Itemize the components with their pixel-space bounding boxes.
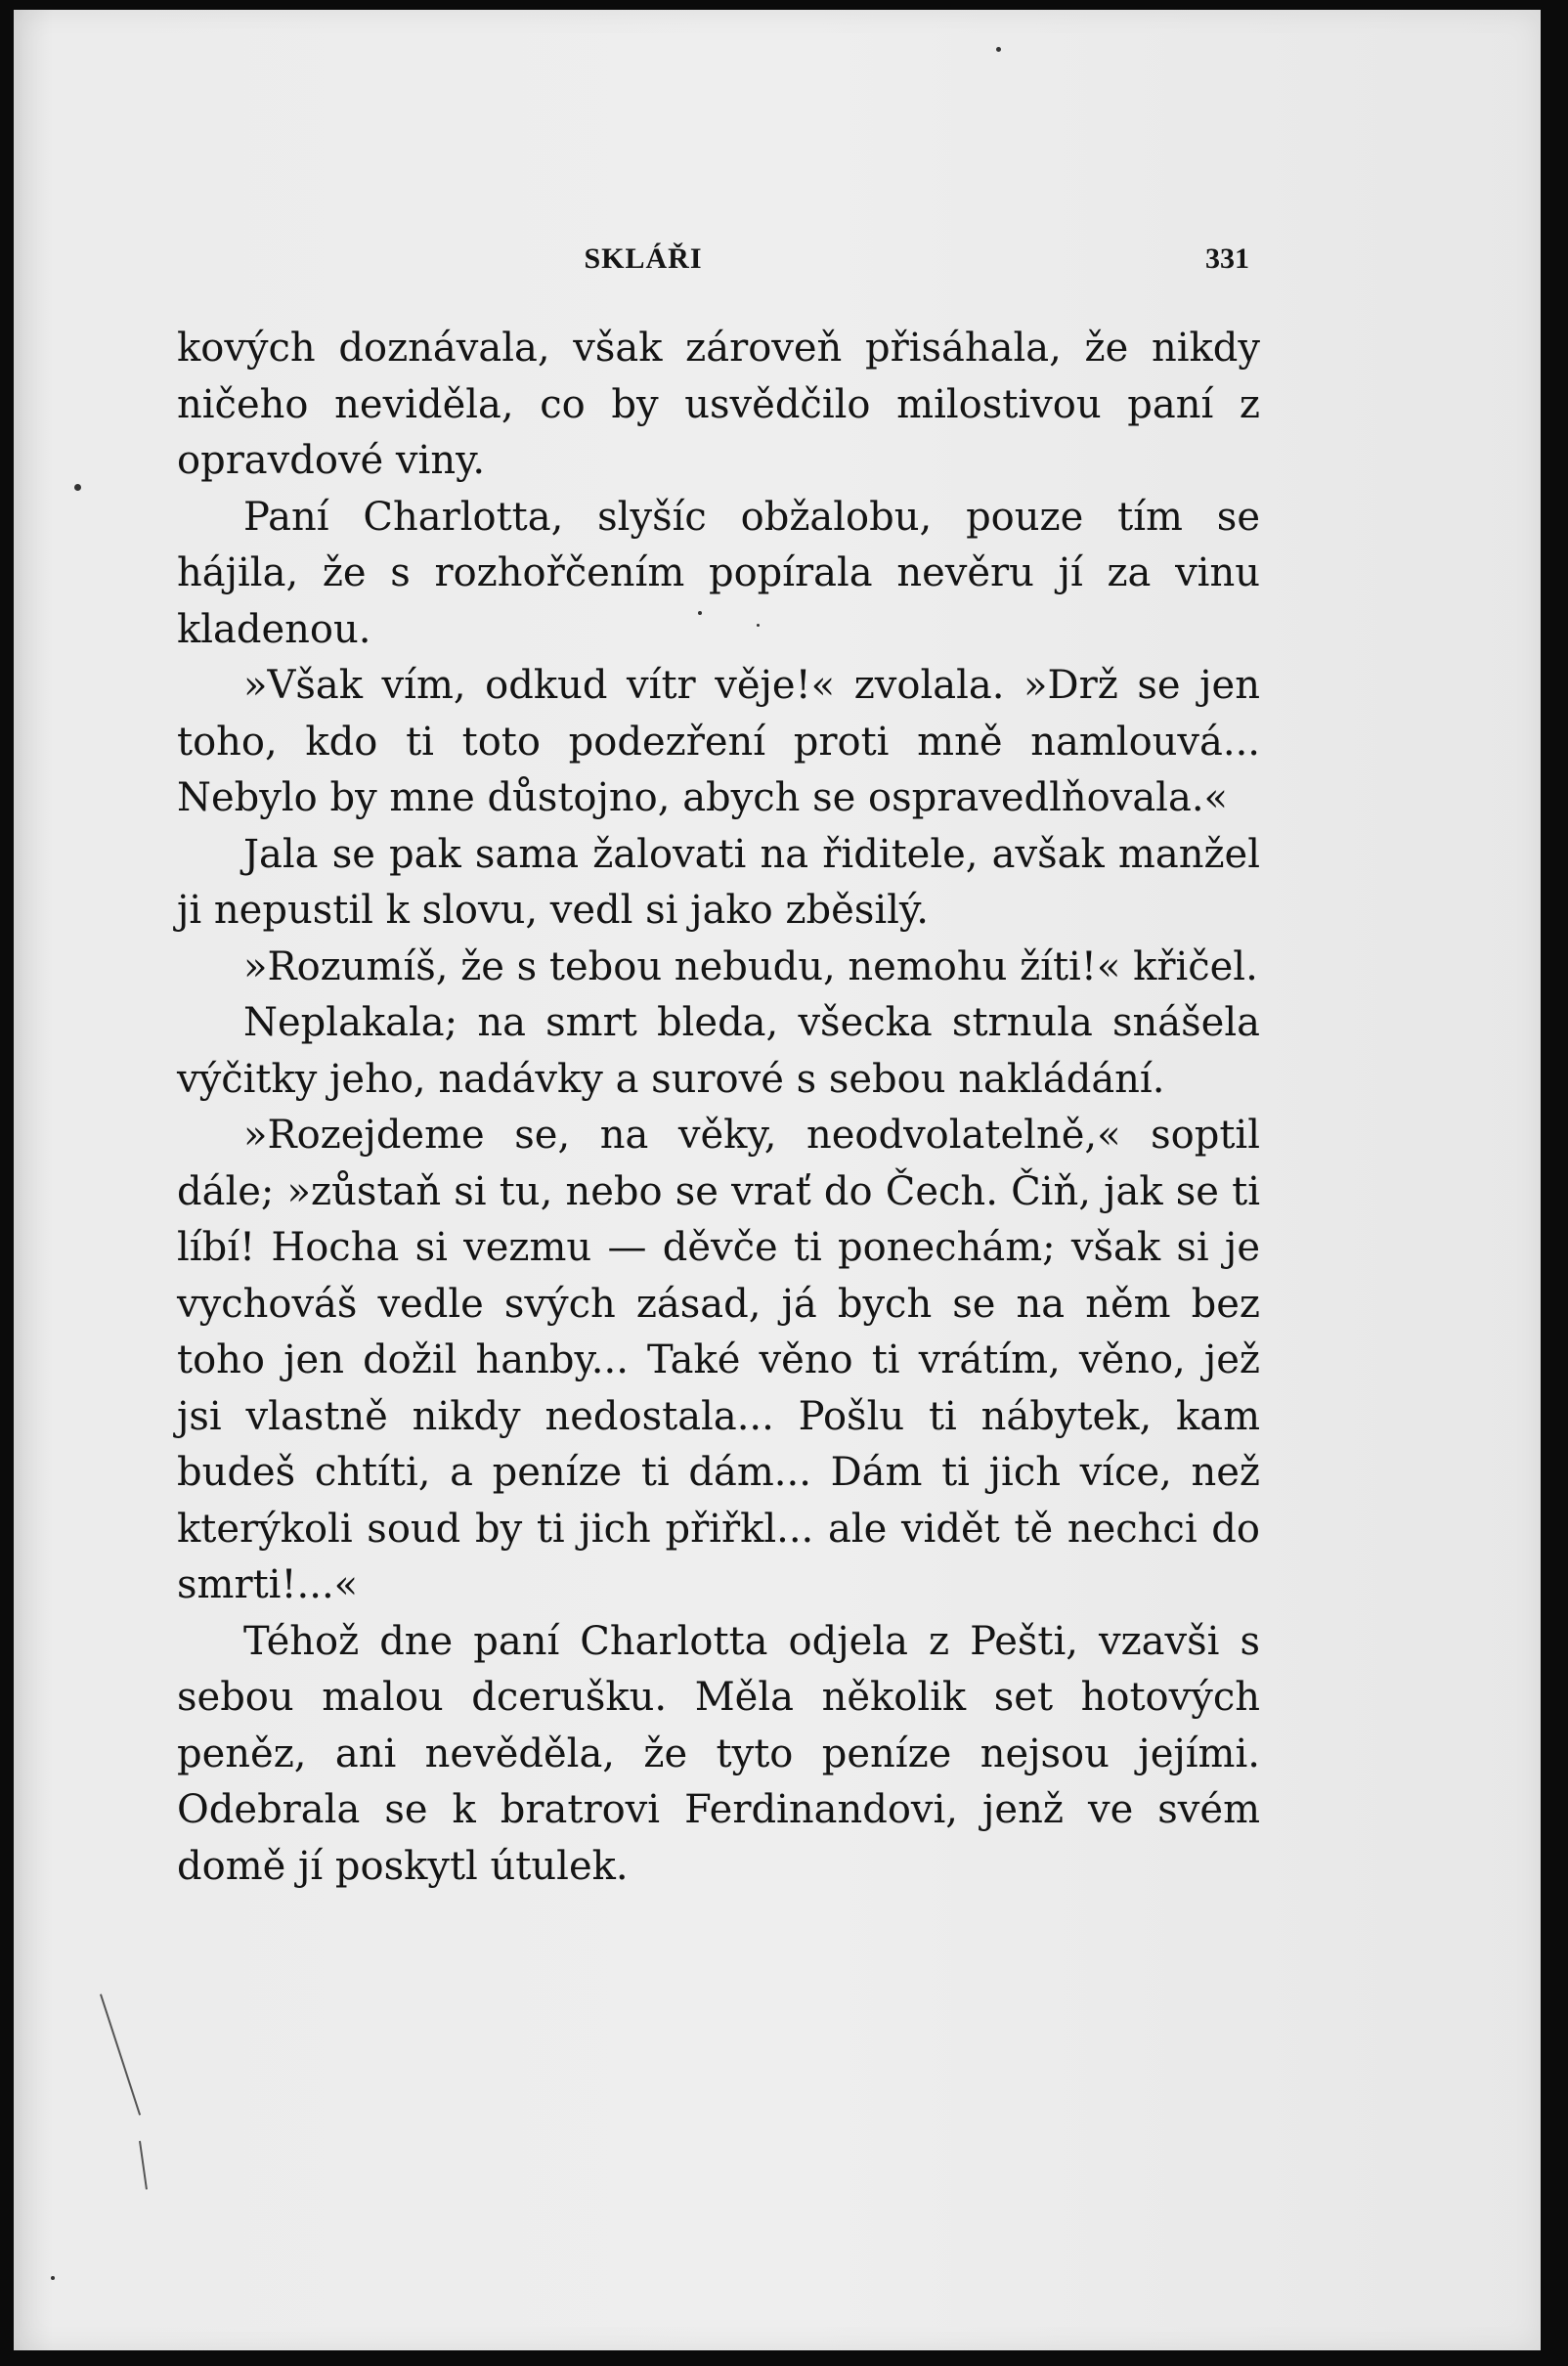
paragraph: »Rozejdeme se, na věky, neodvolatelně,« soptil dále; »zůstaň si tu, nebo se vrať do Čech. Čiň, jak se ti líbí! Hocha si vezmu — děvče ti ponechám; však si je vychováš vedle svých zásad, já bych se na něm bez toho jen dožil hanby... Také věno ti vrátím, věno, jež jsi vlastně nikdy nedostala... Pošlu ti nábytek, kam budeš chtíti, a peníze ti dám... Dám ti jich více, než kterýkoli soud by ti jich přiřkl... ale vidět tě nechci do smrti!...« (177, 1113, 1260, 1607)
page-body-text (177, 321, 1260, 1895)
scan-speck (996, 47, 1001, 52)
scan-speck (698, 611, 702, 615)
scan-scratch (139, 2141, 148, 2190)
scan-speck (74, 484, 81, 491)
page-number: 331 (1205, 242, 1249, 275)
paragraph: Téhož dne paní Charlotta odjela z Pešti, vzavši s sebou malou dcerušku. Měla několik set hotových peněz, ani nevěděla, že tyto peníze nejsou jejími. Odebrala se k bratrovi Ferdinandovi, jenž ve svém domě jí poskytl útulek. (177, 1618, 1260, 1889)
running-title: SKLÁŘI (584, 242, 703, 275)
paragraph: »Však vím, odkud vítr věje!« zvolala. »Drž se jen toho, kdo ti toto podezření proti mně namlouvá... Nebylo by mne důstojno, abych se ospravedlňovala.« (177, 663, 1260, 820)
scan-speck (757, 624, 760, 627)
scan-scratch (100, 1994, 141, 2115)
page-header (14, 242, 1541, 282)
book-page (14, 10, 1541, 2350)
paragraph: Jala se pak sama žalovati na řiditele, avšak manžel ji nepustil k slovu, vedl si jako zběsilý. (177, 831, 1260, 933)
paragraph: kových doznávala, však zároveň přisáhala, že nikdy ničeho neviděla, co by usvědčilo milostivou paní z opravdové viny. (177, 326, 1260, 483)
paragraph: Paní Charlotta, slyšíc obžalobu, pouze tím se hájila, že s rozhořčením popírala nevěru jí za vinu kladenou. (177, 494, 1260, 652)
paragraph: Neplakala; na smrt bleda, všecka strnula snášela výčitky jeho, nadávky a surové s sebou nakládání. (177, 1000, 1260, 1102)
paragraph: »Rozumíš, že s tebou nebudu, nemohu žíti!« křičel. (243, 943, 1258, 989)
scan-speck (51, 2276, 55, 2280)
